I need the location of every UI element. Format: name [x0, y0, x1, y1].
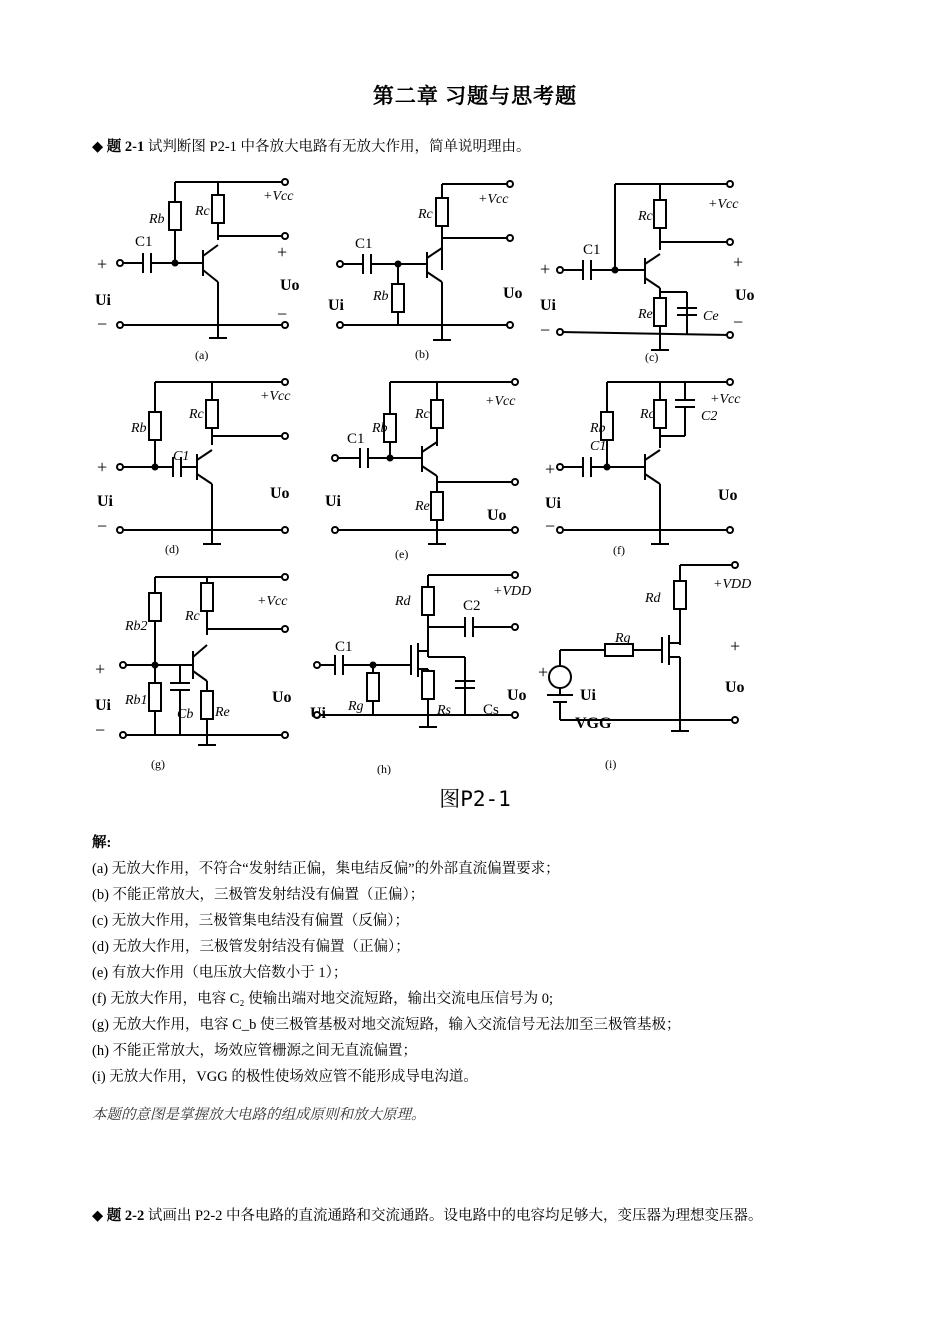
intent-note: 本题的意图是掌握放大电路的组成原则和放大原理。 [92, 1107, 426, 1123]
rc-label-f: Rc [640, 407, 655, 422]
rc-label-c: Rc [638, 209, 653, 224]
re-label-c: Re [638, 307, 653, 322]
c1-label-f: C1 [590, 439, 607, 454]
cb-label-g: Cb [177, 707, 194, 722]
ui-label-e: Ui [325, 493, 341, 510]
c1-label-h: C1 [335, 639, 353, 655]
question-text: 试判断图 P2-1 中各放大电路有无放大作用，简单说明理由。 [147, 139, 531, 155]
ui-label-i: Ui [580, 687, 596, 704]
minus-sign: − [733, 312, 744, 332]
uo-label-f: Uo [718, 487, 738, 504]
minus-sign: − [97, 314, 108, 334]
ui-label-a: Ui [95, 292, 111, 309]
circuit-i [547, 562, 741, 731]
plus-sign: + [733, 252, 744, 272]
plus-sign: + [540, 259, 551, 279]
rc-label-e: Rc [415, 407, 430, 422]
minus-sign: − [277, 304, 288, 324]
solution-line: (f) 无放大作用，电容 C₂ 使输出端对地交流短路，输出交流电压信号为 0; [92, 991, 553, 1007]
ui-label-h: Ui [310, 705, 326, 722]
plus-sign: + [97, 254, 108, 274]
plus-sign: + [97, 457, 108, 477]
rg-label-h: Rg [348, 699, 364, 714]
panel-label-e: (e) [395, 547, 409, 561]
solution-line: (h) 不能正常放大，场效应管栅源之间无直流偏置； [92, 1043, 418, 1059]
rg-label-i: Rg [615, 631, 631, 646]
uo-label-i: Uo [725, 679, 745, 696]
plus-sign: + [545, 459, 556, 479]
circuit-f [557, 379, 733, 544]
solution-line: (a) 无放大作用，不符合“发射结正偏，集电结反偏”的外部直流偏置要求； [92, 861, 560, 877]
rc-label-d: Rc [189, 407, 204, 422]
panel-label-g: (g) [151, 757, 165, 771]
minus-sign: − [540, 320, 551, 340]
plus-sign: + [730, 636, 741, 656]
figure-caption: 图P2-1 [439, 787, 511, 811]
c1-label-a: C1 [135, 234, 153, 250]
rb1-label-g: Rb1 [125, 693, 148, 708]
plus-sign: + [95, 659, 106, 679]
uo-label-h: Uo [507, 687, 527, 704]
diamond-bullet-icon: ◆ [92, 1208, 104, 1224]
rc-label-b: Rc [418, 207, 433, 222]
solution-line: (b) 不能正常放大，三极管发射结没有偏置（正偏）； [92, 887, 425, 903]
question-label: 题 2-2 [106, 1208, 145, 1224]
c1-label-d: C1 [173, 449, 190, 464]
vcc-label-b: +Vcc [478, 192, 509, 207]
c2-label-f: C2 [701, 409, 718, 424]
rc-label-a: Rc [195, 204, 210, 219]
plus-sign: + [538, 662, 549, 682]
rs-label-h: Rs [437, 703, 451, 718]
vgg-label-i: VGG [575, 715, 612, 732]
solution-heading: 解: [92, 835, 112, 851]
solution-line: (c) 无放大作用，三极管集电结没有偏置（反偏）； [92, 913, 409, 929]
uo-label-d: Uo [270, 485, 290, 502]
uo-label-b: Uo [503, 285, 523, 302]
panel-label-h: (h) [377, 762, 391, 775]
re-label-g: Re [215, 705, 230, 720]
circuit-figure-p2-1 [85, 170, 765, 775]
vcc-label-c: +Vcc [708, 197, 739, 212]
plus-sign: + [277, 242, 288, 262]
solution-line: (e) 有放大作用（电压放大倍数小于 1）； [92, 965, 348, 981]
question-2-2 [92, 1204, 763, 1225]
solution-line: (d) 无放大作用，三极管发射结没有偏置（正偏）； [92, 939, 410, 955]
rb-label-b: Rb [373, 289, 389, 304]
c2-label-h: C2 [463, 598, 481, 614]
ce-label-c: Ce [703, 309, 719, 324]
vdd-label-h: +VDD [493, 584, 532, 599]
solution-line: (i) 无放大作用，VGG 的极性使场效应管不能形成导电沟道。 [92, 1069, 478, 1085]
minus-sign: − [95, 720, 106, 740]
panel-label-i: (i) [605, 757, 617, 771]
c1-label-e: C1 [347, 431, 365, 447]
panel-label-d: (d) [165, 542, 179, 556]
minus-sign: − [545, 516, 556, 536]
rb-label-d: Rb [131, 421, 147, 436]
ui-label-b: Ui [328, 297, 344, 314]
panel-label-c: (c) [645, 350, 659, 364]
panel-label-f: (f) [613, 543, 625, 557]
rd-label-i: Rd [645, 591, 661, 606]
solution-line: (g) 无放大作用，电容 C_b 使三极管基极对地交流短路，输入交流信号无法加至三极管基极； [92, 1017, 681, 1033]
c1-label-b: C1 [355, 236, 373, 252]
vcc-label-a: +Vcc [263, 189, 294, 204]
uo-label-e: Uo [487, 507, 507, 524]
rb-label-f: Rb [590, 421, 606, 436]
re-label-e: Re [415, 499, 430, 514]
uo-label-c: Uo [735, 287, 755, 304]
vcc-label-e: +Vcc [485, 394, 516, 409]
vcc-label-d: +Vcc [260, 389, 291, 404]
chapter-title: 第二章 习题与思考题 [372, 84, 578, 108]
circuit-c [557, 181, 733, 350]
ui-label-d: Ui [97, 493, 113, 510]
uo-label-a: Uo [280, 277, 300, 294]
minus-sign: − [97, 516, 108, 536]
rb-label-a: Rb [149, 212, 165, 227]
diamond-bullet-icon: ◆ [92, 139, 104, 155]
question-2-1 [92, 135, 531, 156]
ui-label-g: Ui [95, 697, 111, 714]
panel-label-b: (b) [415, 347, 429, 361]
rb2-label-g: Rb2 [125, 619, 148, 634]
question-text: 试画出 P2-2 中各电路的直流通路和交流通路。设电路中的电容均足够大，变压器为理想变压器。 [147, 1208, 763, 1224]
panel-label-a: (a) [195, 348, 209, 362]
rc-label-g: Rc [185, 609, 200, 624]
c1-label-c: C1 [583, 242, 601, 258]
cs-label-h: Cs [483, 702, 499, 718]
ui-label-c: Ui [540, 297, 556, 314]
solution-block [92, 830, 680, 1090]
vdd-label-i: +VDD [713, 577, 752, 592]
vcc-label-g: +Vcc [257, 594, 288, 609]
uo-label-g: Uo [272, 689, 292, 706]
ui-label-f: Ui [545, 495, 561, 512]
rb-label-e: Rb [372, 421, 388, 436]
question-label: 题 2-1 [106, 139, 145, 155]
rd-label-h: Rd [395, 594, 411, 609]
vcc-label-f: +Vcc [710, 392, 741, 407]
